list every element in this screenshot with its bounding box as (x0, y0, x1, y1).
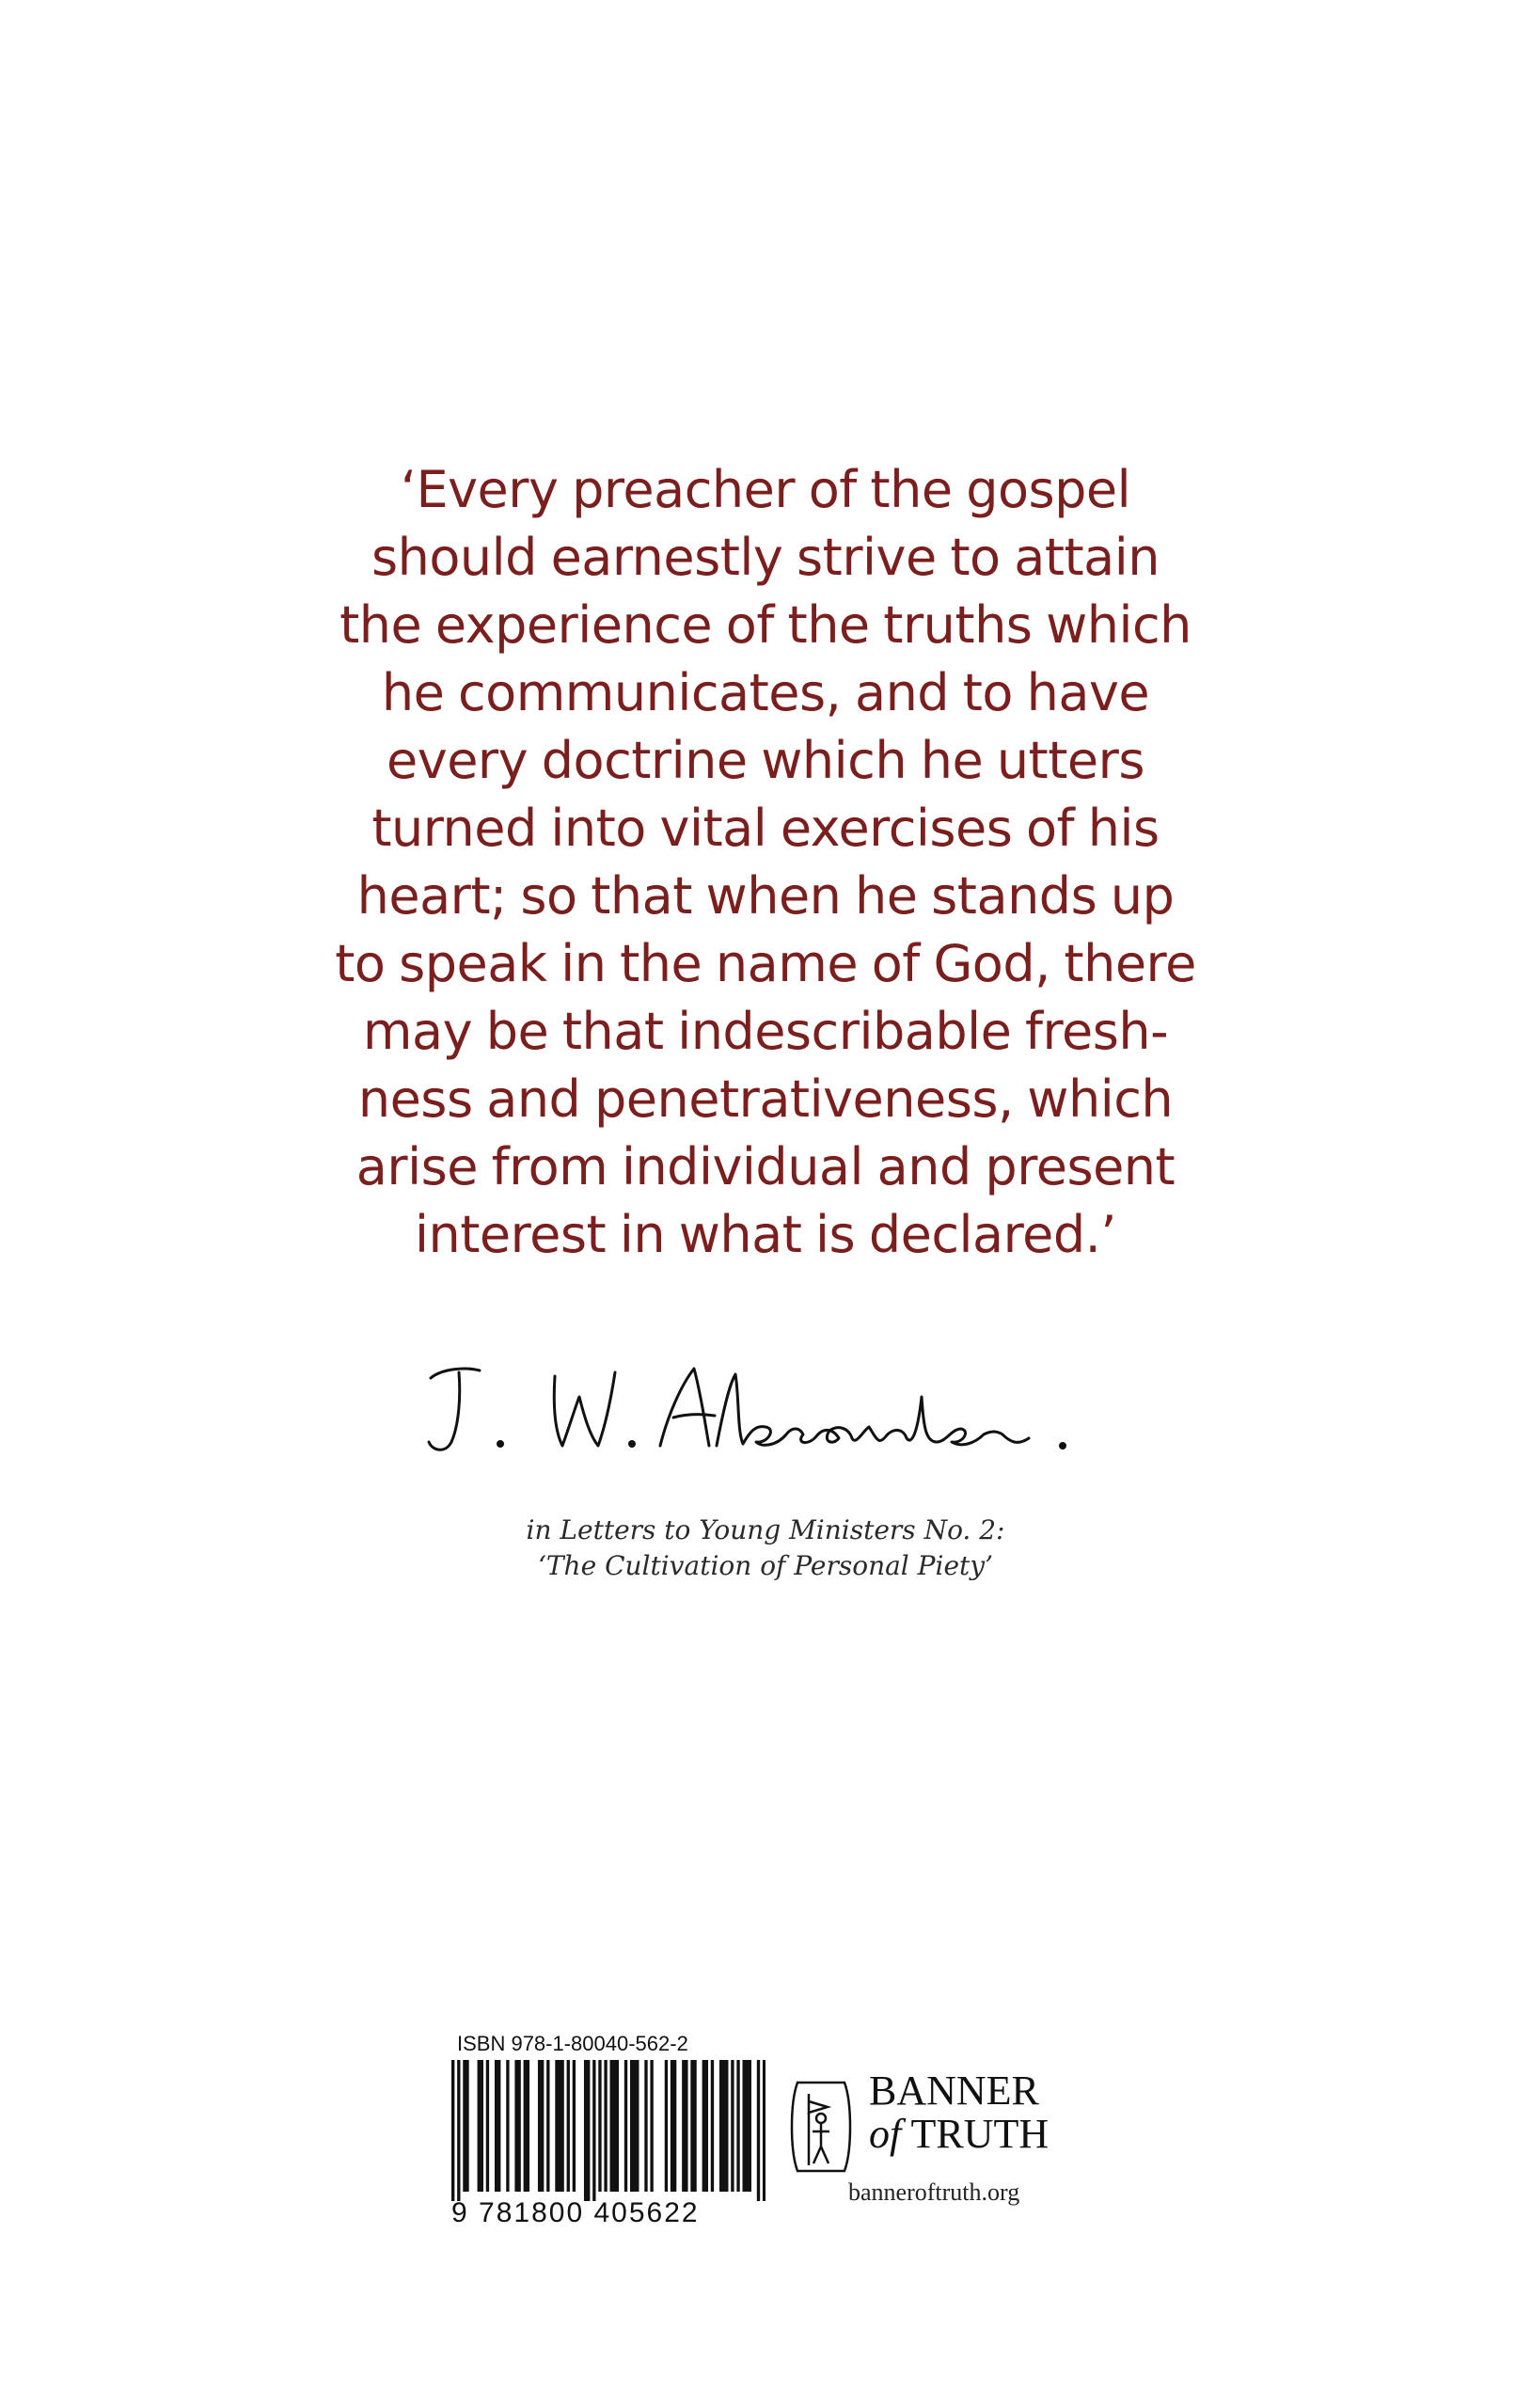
barcode-bar (497, 2060, 500, 2192)
quote-line: he communicates, and to have (381, 663, 1150, 722)
barcode-bar (613, 2060, 616, 2192)
barcode-bar (604, 2060, 607, 2192)
barcode-bar (598, 2060, 601, 2192)
barcode-bar (702, 2060, 705, 2192)
barcode-bar (524, 2060, 527, 2192)
barcode-bar (665, 2060, 668, 2192)
barcode-bar (633, 2060, 636, 2192)
quote-source (329, 1513, 1202, 1584)
quote-line: should earnestly strive to attain (371, 528, 1160, 587)
barcode-bar (538, 2060, 541, 2192)
quote-line: arise from individual and present (355, 1137, 1176, 1196)
quote-line: heart; so that when he stands up (356, 866, 1175, 926)
quote-line: ‘Every preacher of the gospel (400, 460, 1131, 519)
barcode-bar (673, 2060, 676, 2192)
barcode-bar (746, 2060, 749, 2192)
banner-of-truth-logo-icon (788, 2075, 854, 2178)
source-line-1: in Letters to Young Ministers No. 2: (526, 1514, 1005, 1545)
publisher-name-of: of (869, 2111, 902, 2157)
barcode-bar (731, 2060, 734, 2192)
barcode-bar (587, 2060, 590, 2201)
barcode-bar (757, 2060, 760, 2201)
barcode-bar (763, 2060, 766, 2201)
barcode-bar (736, 2060, 739, 2192)
barcode-bar (466, 2060, 468, 2192)
barcode-bar (722, 2060, 725, 2192)
quote-line: to speak in the name of God, there (335, 934, 1196, 993)
barcode-bar (478, 2060, 481, 2192)
barcode-bar (541, 2060, 544, 2192)
barcode-bar (624, 2060, 627, 2192)
back-cover-quote (235, 456, 1296, 1269)
barcode-bar (555, 2060, 558, 2192)
barcode-bar (711, 2060, 714, 2192)
barcode-bar (693, 2060, 696, 2192)
signature-text: J. W. Alexander (414, 1340, 420, 1341)
quote-line: every doctrine which he utters (387, 731, 1144, 790)
barcode-bar (573, 2060, 576, 2192)
quote-line: the experience of the truths which (339, 595, 1192, 655)
barcode-bar (644, 2060, 647, 2192)
barcode-bar (636, 2060, 639, 2192)
barcode-bar (682, 2060, 685, 2192)
quote-line: interest in what is declared.’ (415, 1205, 1116, 1264)
source-line-2: ‘The Cultivation of Personal Piety’ (537, 1550, 993, 1581)
barcode-bar (457, 2060, 460, 2201)
quote-line: ness and penetrativeness, which (357, 1069, 1174, 1129)
barcode-bar (685, 2060, 687, 2192)
barcode-bar (567, 2060, 570, 2192)
barcode-bar (481, 2060, 483, 2192)
barcode-bar (725, 2060, 728, 2192)
barcode-bar (486, 2060, 489, 2192)
quote-line: may be that indescribable fresh- (362, 1002, 1169, 1061)
barcode-bar (705, 2060, 708, 2192)
barcode-bar (719, 2060, 722, 2192)
barcode-bar (671, 2060, 673, 2192)
author-signature (414, 1340, 1129, 1472)
barcode-bar (650, 2060, 653, 2192)
barcode-bar (560, 2060, 563, 2192)
barcode-bar (690, 2060, 693, 2192)
barcode-bar (463, 2060, 466, 2192)
barcode-bar (527, 2060, 529, 2192)
barcode-bar (610, 2060, 613, 2192)
barcode-bar (495, 2060, 497, 2192)
barcode-bar (517, 2060, 520, 2192)
publisher-name-banner: BANNER (869, 2067, 1039, 2114)
barcode-bar (749, 2060, 751, 2192)
isbn-label: ISBN 978-1-80040-562-2 (457, 2032, 688, 2055)
publisher-block (788, 2069, 1127, 2229)
barcode-bar (514, 2060, 517, 2192)
barcode-bar (592, 2060, 595, 2201)
publisher-name-truth: TRUTH (910, 2111, 1050, 2157)
barcode-image (451, 2060, 766, 2201)
barcode-bar (506, 2060, 509, 2192)
barcode-bar (558, 2060, 560, 2192)
barcode-bar (616, 2060, 619, 2192)
barcode-digits: 9 781800 405622 (451, 2197, 700, 2228)
signature-image (414, 1340, 1129, 1472)
barcode-bar (546, 2060, 549, 2192)
barcode-bar (584, 2060, 587, 2201)
publisher-name (869, 2069, 1049, 2156)
barcode-bar (630, 2060, 633, 2192)
barcode-bar (742, 2060, 745, 2192)
isbn-barcode (451, 2032, 766, 2228)
barcode-bar (451, 2060, 454, 2201)
quote-line: turned into vital exercises of his (371, 799, 1160, 858)
publisher-url: banneroftruth.org (848, 2178, 1020, 2206)
